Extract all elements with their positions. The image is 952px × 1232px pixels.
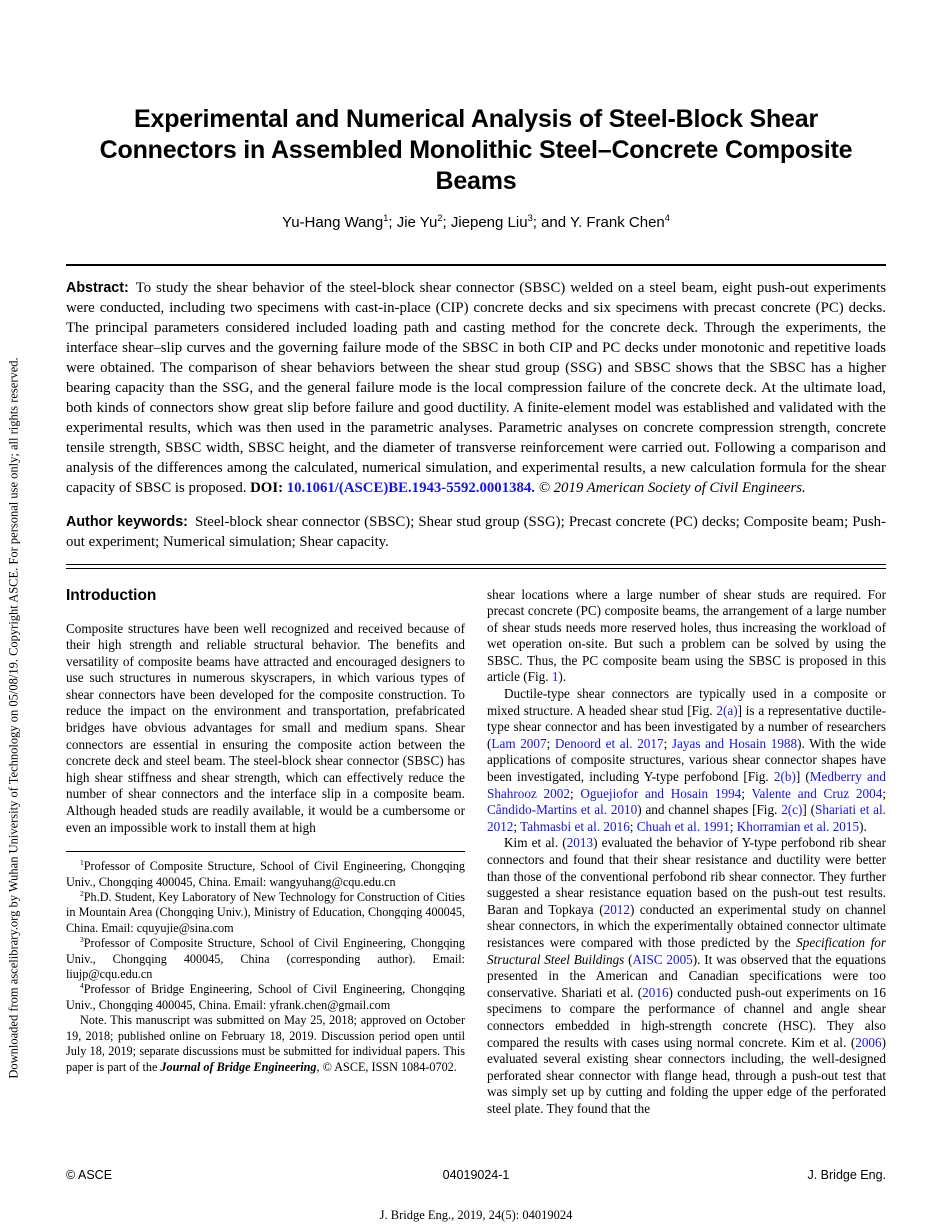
body-paragraph-3 xyxy=(487,835,886,1117)
text-segment: ; xyxy=(741,785,752,801)
text-segment: ) evaluated the behavior of Y-type perfobond rib shear connectors and found that their shear resistance and ductility were better than those of the conventional perfobond rib shear connector. They further suggested a shear resistance equation based on the push-out test results. Baran and Topkaya ( xyxy=(487,835,886,917)
text-segment: ] is a representative ductile-type shear connector and has been investigated by a number of researchers ( xyxy=(487,702,886,751)
footnote-1 xyxy=(66,859,465,890)
text-segment: ; Jie Yu xyxy=(388,214,438,231)
text-segment: DOI: xyxy=(250,480,287,496)
text-segment: 2 xyxy=(437,213,443,223)
footnote-4 xyxy=(66,982,465,1013)
text-segment: 1 xyxy=(383,213,389,223)
text-segment: ] ( xyxy=(795,769,810,785)
footer-copyright: © ASCE xyxy=(66,1168,113,1182)
abstract-paragraph xyxy=(66,278,886,498)
right-column xyxy=(487,587,886,1118)
text-segment: ) conducted an experimental study on channel shear connectors, in which the experimentally obtained connector ultimate resistances were compared with those predicted by the xyxy=(487,901,886,950)
citation-link[interactable]: 10.1061/(ASCE)BE.1943-5592.0001384. xyxy=(286,480,535,496)
citation-link[interactable]: Denoord et al. 2017 xyxy=(554,735,664,751)
text-segment: To study the shear behavior of the steel-block shear connector (SBSC) welded on a steel beam, eight push-out experiments were conducted, including two specimens with cast-in-place (CIP) concrete decks and six specimens with precast concrete (PC) decks. The principal parameters considered included loading path and casting method for the concrete deck. Through the experiments, the interface shear–slip curves and the governing failure mode of the SBSC in both CIP and PC decks under monotonic and repetitive loads were obtained. The comparison of shear behaviors between the shear stud group (SSG) and SBSC shows that the SBSC has a higher bearing capacity than the SSG, and the general failure mode is the local compression failure of the concrete deck. At the ultimate load, both kinds of connectors show great slip before failure and good ductility. A finite-element model was established and validated with the experimental results, which was then used in the parametric analyses. Parametric analyses on concrete compression strength, concrete tensile strength, SBSC width, SBSC height, and the diameter of transverse reinforcement were carried out. Following a comparison and analysis of the differences among the calculated, numerical simulation, and experimental results, a new calculation formula for the shear capacity of SBSC is proposed. xyxy=(66,280,886,496)
text-segment: Professor of Composite Structure, School of Civil Engineering, Chongqing Univ., Chongqing 400045, China. Email: wangyuhang@cqu.edu.cn xyxy=(66,859,465,889)
citation-link[interactable]: Tahmasbi et al. 2016 xyxy=(520,818,630,834)
text-segment: ; xyxy=(729,818,737,834)
intro-paragraph-1: Composite structures have been well recognized and received because of their high strength and reliable structural behavior. The benefits and versatility of composite beams have attracted and encouraged designers to use such structures in numerous skyscrapers, in which various types of shear connectors have been developed for the composite construction. To reduce the impact on the environment and transportation, prefabricated bridges have obvious advantages for small and medium spans. Shear connectors are essential in ensuring the composite action between the concrete deck and steel beam. The steel-block shear connector (SBSC) has high shear stiffness and shear strength, which can effectively reduce the number of shear connectors and the interface slip in a composite beam. Although headed studs are readily available, it would be a cumbersome or even an impossible work to install them at high xyxy=(66,620,465,835)
text-segment: ; xyxy=(663,735,672,751)
abstract-label: Abstract: xyxy=(66,280,129,296)
text-segment: ). xyxy=(558,669,567,685)
text-segment: , © ASCE, ISSN 1084-0702. xyxy=(316,1059,457,1074)
text-segment: ; xyxy=(569,785,581,801)
text-segment: Yu-Hang Wang xyxy=(282,214,384,231)
text-segment: Ph.D. Student, Key Laboratory of New Technology for Construction of Cities in Mountain Area (Chongqing Univ.), Ministry of Education, Chongqing 400045, China. Email: cquyujie@sina.com xyxy=(66,890,465,935)
paper-content xyxy=(66,104,886,1118)
citation-link[interactable]: 2013 xyxy=(566,835,594,851)
text-segment: Kim et al. ( xyxy=(504,835,567,851)
body-paragraph-2 xyxy=(487,686,886,835)
citation-link[interactable]: Valente and Cruz 2004 xyxy=(751,785,883,801)
citation-link[interactable]: AISC 2005 xyxy=(632,951,693,967)
footnote-3 xyxy=(66,936,465,982)
text-segment: ). With the wide applications of composite structures, various shear connector shapes have been investigated, including Y-type perfobond [Fig. xyxy=(487,735,887,785)
footnote-2 xyxy=(66,890,465,936)
text-segment: 4 xyxy=(664,213,670,223)
keywords-label: Author keywords: xyxy=(66,514,188,530)
text-segment: shear locations where a large number of shear studs are required. For precast concrete (PC) composite beams, the arrangement of a large number of shear studs needs more reserved holes, thus increasing the workload of wet operation on-site. But such a problem can be solved by using the SBSC. Thus, the PC composite beam using the SBSC is proposed in this article (Fig. xyxy=(487,586,886,685)
footer-page-number: 04019024-1 xyxy=(442,1168,510,1182)
text-segment: Specification for Structural Steel Buildings xyxy=(487,934,886,967)
text-segment: 4 xyxy=(80,981,84,991)
footer-journal-name: J. Bridge Eng. xyxy=(807,1168,886,1182)
text-segment: ] ( xyxy=(802,802,816,818)
manuscript-note xyxy=(66,1013,465,1075)
citation-link[interactable]: 1 xyxy=(551,669,559,685)
footnote-rule xyxy=(66,851,465,852)
citation-link[interactable]: 2(b) xyxy=(773,769,796,785)
text-segment: ; xyxy=(513,818,521,834)
citation-link[interactable]: 2(c) xyxy=(781,802,803,818)
text-segment: Professor of Bridge Engineering, School of Civil Engineering, Chongqing Univ., Chongqing 400045, China. Email: yfrank.chen@gmail.com xyxy=(66,982,465,1012)
citation-link[interactable]: 2(a) xyxy=(716,702,738,718)
citation-link[interactable]: Jayas and Hosain 1988 xyxy=(671,735,798,751)
text-segment: ; Jiepeng Liu xyxy=(442,214,528,231)
citation-link[interactable]: Khorramian et al. 2015 xyxy=(736,818,860,834)
text-segment: © 2019 American Society of Civil Engineers. xyxy=(538,480,806,496)
text-segment: 3 xyxy=(80,935,84,945)
abstract-top-rule xyxy=(66,264,886,266)
author-list xyxy=(66,214,886,231)
two-column-body xyxy=(66,587,886,1118)
text-segment: ). It was observed that the equations presented in the American and Canadian specifications were too conservative. Shariati et al. ( xyxy=(487,951,886,1000)
citation-link[interactable]: Medberry and Shahrooz 2002 xyxy=(487,769,886,801)
citation-link[interactable]: 2006 xyxy=(855,1034,882,1050)
text-segment: Ductile-type shear connectors are typically used in a composite or mixed structure. A headed shear stud [Fig. xyxy=(487,686,886,718)
text-segment: ) evaluated several existing shear connectors including, the well-designed perforated shear connector with flange head, through a push-out test that was simply set up by cutting and folding the upper edge of the perforated steel plate. They found that the xyxy=(487,1034,886,1116)
text-segment: ; xyxy=(629,818,637,834)
text-segment: ) conducted push-out experiments on 16 specimens to compare the performance of channel and angle shear connectors embedded in high-strength concrete (HSC). They also compared the results with cases using normal concrete. Kim et al. ( xyxy=(487,984,886,1050)
citation-link[interactable]: Cândido-Martins et al. 2010 xyxy=(487,802,638,818)
paper-title: Experimental and Numerical Analysis of Steel-Block Shear Connectors in Assembled Monolithic Steel–Concrete Composite Beams xyxy=(99,105,853,195)
body-paragraph-continuation xyxy=(487,587,886,687)
text-segment: ). xyxy=(859,818,867,834)
text-segment: Note. This manuscript was submitted on May 25, 2018; approved on October 19, 2018; published online on February 18, 2019. Discussion period open until July 18, 2019; separate discussions must be submitted for individual papers. This paper is part of the xyxy=(66,1013,465,1074)
left-column xyxy=(66,587,465,1118)
section-heading-introduction: Introduction xyxy=(66,586,157,604)
keywords-bottom-rule xyxy=(66,564,886,569)
text-segment: ; and Y. Frank Chen xyxy=(532,214,665,231)
citation-link[interactable]: 2016 xyxy=(642,984,669,1000)
abstract-text xyxy=(66,280,886,496)
page-footer xyxy=(66,1168,886,1182)
citation-link[interactable]: Oguejiofor and Hosain 1994 xyxy=(580,785,742,801)
text-segment: ) and channel shapes [Fig. xyxy=(637,802,782,818)
citation-link[interactable]: Shariati et al. 2012 xyxy=(487,802,886,834)
keywords-text: Steel-block shear connector (SBSC); Shear stud group (SSG); Precast concrete (PC) decks; Composite beam; Push-out experiment; Numerical simulation; Shear capacity. xyxy=(66,514,886,550)
citation-footer-line: J. Bridge Eng., 2019, 24(5): 04019024 xyxy=(379,1208,573,1222)
text-segment: 3 xyxy=(527,213,533,223)
citation-link[interactable]: Lam 2007 xyxy=(491,735,547,751)
download-notice-sidebar: Downloaded from ascelibrary.org by Wuhan University of Technology on 05/08/19. Copyright ASCE. For personal use only; all rights reserved. xyxy=(6,357,21,1079)
citation-link[interactable]: 2012 xyxy=(603,901,630,917)
citation-link[interactable]: Chuah et al. 1991 xyxy=(636,818,730,834)
text-segment: 2 xyxy=(80,888,84,898)
text-segment: ( xyxy=(624,951,633,967)
text-segment: Professor of Composite Structure, School of Civil Engineering, Chongqing Univ., Chongqing 400045, China (corresponding author). Email: liujp@cqu.edu.cn xyxy=(66,936,465,982)
text-segment: 1 xyxy=(80,858,84,868)
text-segment: Journal of Bridge Engineering xyxy=(160,1059,317,1074)
keywords-paragraph xyxy=(66,512,886,552)
text-segment: ; xyxy=(882,785,886,801)
text-segment: ; xyxy=(546,735,555,751)
